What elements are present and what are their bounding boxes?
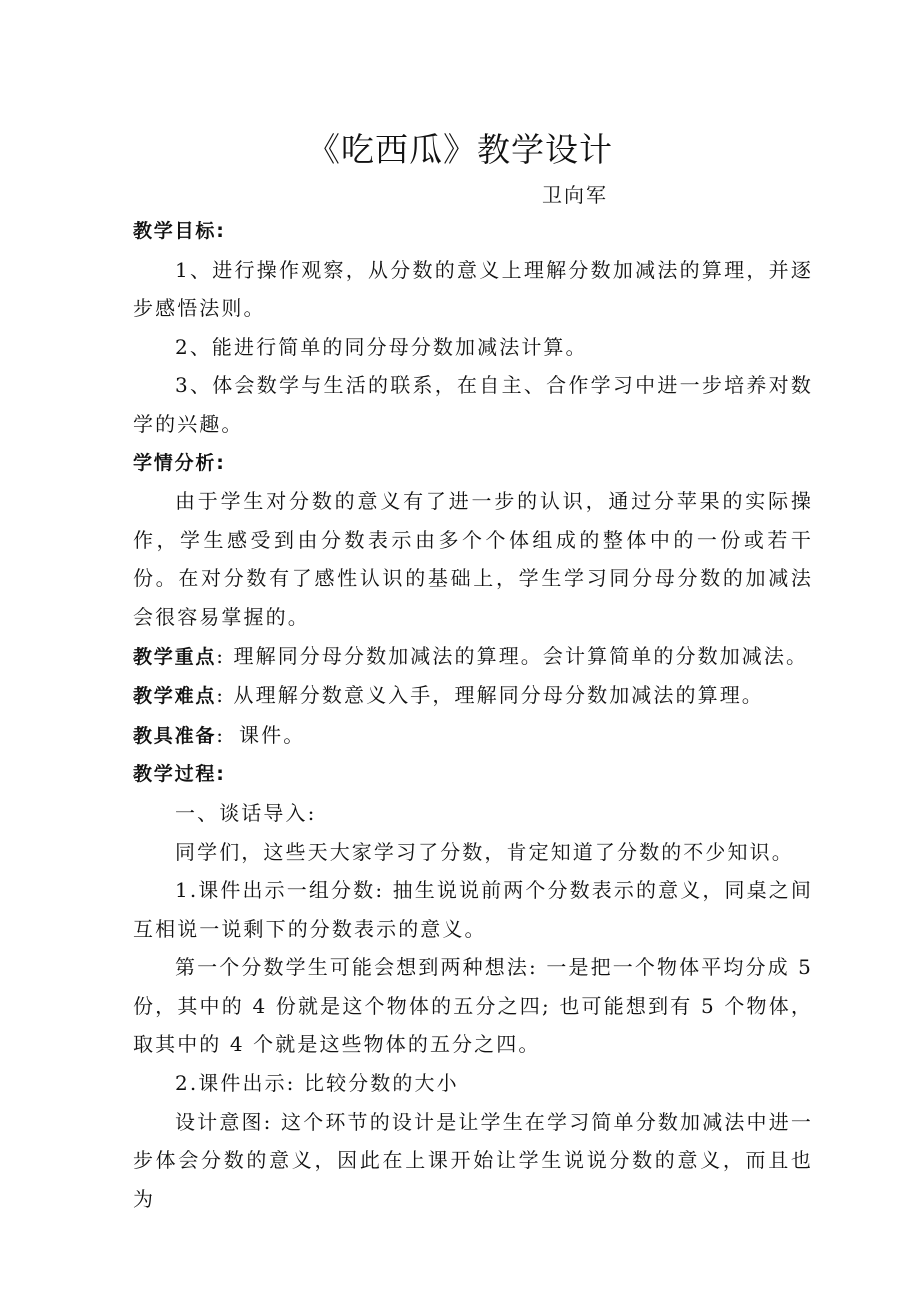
document-title: 《吃西瓜》教学设计	[307, 130, 613, 169]
difficulty-text: : 从理解分数意义入手，理解同分母分数加减法的算理。	[216, 683, 764, 708]
tools-line	[133, 716, 813, 756]
analysis-heading: 学情分析:	[133, 451, 226, 474]
objective-item-2: 2、能进行简单的同分母分数加减法计算。	[175, 334, 588, 359]
difficulty-label: 教学难点	[133, 685, 217, 708]
difficulty-line	[133, 676, 813, 716]
process-paragraph-5: 2.课件出示: 比较分数的大小	[175, 1071, 459, 1096]
objective-item-1: 1、进行操作观察，从分数的意义上理解分数加减法的算理，并逐步感悟法则。	[133, 257, 813, 321]
tools-value: 课件。	[239, 722, 306, 747]
process-paragraph-6: 设计意图: 这个环节的设计是让学生在学习简单分数加减法中进一步体会分数的意义，因此在上课开始让学生说说分数的意义，而且也为	[133, 1109, 813, 1211]
document-body	[133, 212, 813, 1218]
key-point-text: : 理解同分母分数加减法的算理。会计算简单的分数加减法。	[216, 643, 809, 668]
process-heading: 教学过程:	[133, 763, 226, 786]
tools-label: 教具准备	[133, 724, 217, 747]
tools-colon: :	[216, 722, 226, 747]
process-paragraph-4: 第一个分数学生可能会想到两种想法: 一是把一个物体平均分成 5 份，其中的 4 份就是这个物体的五分之四; 也可能想到有 5 个物体，取其中的 4 个就是这些物体的五分之四。	[133, 955, 813, 1057]
process-paragraph-1: 一、谈话导入:	[175, 800, 317, 825]
process-paragraph-3: 1.课件出示一组分数: 抽生说说前两个分数表示的意义，同桌之间互相说一说剩下的分数表示的意义。	[133, 878, 813, 941]
process-paragraph-2: 同学们，这些天大家学习了分数，肯定知道了分数的不少知识。	[175, 839, 794, 864]
key-point-label: 教学重点	[133, 645, 217, 668]
objectives-heading: 教学目标:	[133, 220, 226, 242]
analysis-paragraph: 由于学生对分数的意义有了进一步的认识，通过分苹果的实际操作，学生感受到由分数表示由多个个体组成的整体中的一份或若干份。在对分数有了感性认识的基础上，学生学习同分母分数的加减法会很容易掌握的。	[133, 489, 813, 629]
author-name: 卫向军	[542, 183, 608, 207]
key-point-line	[133, 637, 813, 677]
objective-item-3: 3、体会数学与生活的联系，在自主、合作学习中进一步培养对数学的兴趣。	[133, 373, 813, 436]
